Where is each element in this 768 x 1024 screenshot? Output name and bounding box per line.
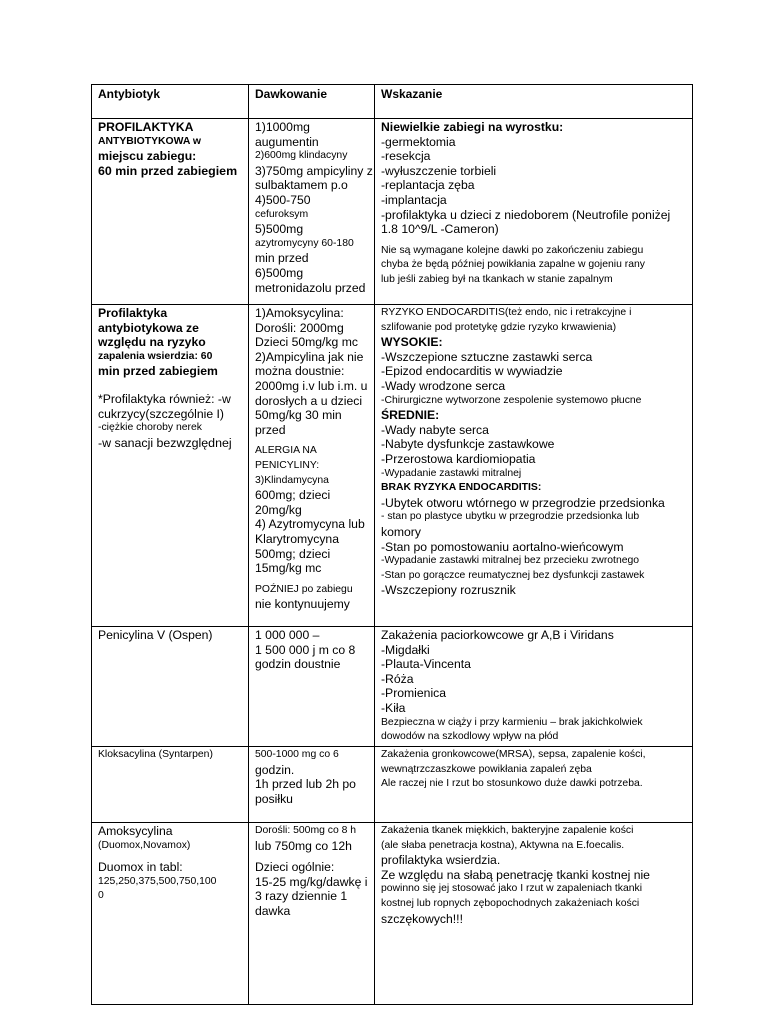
- cell-text-line: 20mg/kg: [255, 502, 302, 517]
- cell-text-line: WYSOKIE:: [381, 335, 443, 350]
- cell-text-line: PROFILAKTYKA: [98, 120, 194, 134]
- cell-text-line: Nie są wymagane kolejne dawki po zakończeniu zabiegu: [381, 244, 644, 256]
- cell-text-line: wewnątrzczaszkowe powikłania zapaleń zęba: [381, 763, 592, 775]
- cell-text-line: 500-1000 mg co 6: [255, 749, 339, 760]
- cell-text-line: 1 000 000 –: [255, 628, 320, 642]
- cell-text-line: azytromycyny 60-180: [255, 237, 354, 249]
- cell-text-line: Duomox in tabl:: [98, 860, 183, 875]
- cell-text-line: -Chirurgiczne wytworzone zespolenie systemowo płucne: [381, 394, 642, 406]
- cell-text-line: -wyłuszczenie torbieli: [381, 163, 497, 178]
- cell-text-line: POŹNIEJ po zabiegu: [255, 583, 353, 595]
- cell-text-line: 2000mg i.v lub i.m. u: [255, 378, 368, 393]
- cell-text-line: -Plauta-Vincenta: [381, 657, 471, 672]
- spacer: [381, 237, 687, 244]
- cell-text-line: Dorośli: 500mg co 8 h: [255, 825, 357, 836]
- cell-text-line: Kloksacylina (Syntarpen): [98, 749, 213, 760]
- cell-text-line: Niewielkie zabiegi na wyrostku:: [381, 120, 564, 134]
- cell-wskazanie: [375, 119, 693, 305]
- cell-text-line: (Duomox,Novamox): [98, 839, 191, 851]
- cell-text-line: -Róża: [381, 671, 414, 686]
- table-row: [92, 747, 693, 823]
- cell-wskazanie: [375, 747, 693, 823]
- cell-text-line: -Migdałki: [381, 642, 430, 657]
- spacer: [255, 853, 369, 860]
- cell-text-line: *Profilaktyka również: -w: [98, 391, 231, 406]
- cell-text-line: Zakażenia tkanek miękkich, bakteryjne zapalenie kości: [381, 825, 634, 836]
- cell-text-line: -Kiła: [381, 700, 406, 715]
- cell-dawkowanie: [249, 119, 375, 305]
- cell-wskazanie: [375, 823, 693, 1005]
- cell-dawkowanie: [249, 627, 375, 747]
- cell-text-line: 4) Azytromycyna lub: [255, 517, 365, 532]
- cell-text-line: 125,250,375,500,750,100: [98, 875, 217, 887]
- cell-text-line: RYZYKO ENDOCARDITIS(też endo, nic i retrakcyjne i: [381, 307, 632, 318]
- cell-text-line: ŚREDNIE:: [381, 408, 440, 423]
- cell-text-line: Zakażenia paciorkowcowe gr A,B i Viridans: [381, 628, 614, 642]
- cell-text-line: 1h przed lub 2h po: [255, 777, 356, 792]
- cell-text-line: cukrzycy(szczególnie I): [98, 406, 224, 421]
- cell-text-line: dorosłych a u dzieci: [255, 393, 363, 408]
- cell-text-line: -resekcja: [381, 149, 431, 164]
- antibiotics-table: [91, 84, 693, 1005]
- cell-text-line: -Epizod endocarditis w wywiadzie: [381, 364, 563, 379]
- cell-text-line: Penicylina V (Ospen): [98, 628, 213, 642]
- cell-text-line: 50mg/kg 30 min: [255, 408, 342, 423]
- cell-text-line: metronidazolu przed: [255, 280, 366, 295]
- table-row: [92, 627, 693, 747]
- cell-text-line: 15mg/kg mc: [255, 561, 322, 576]
- cell-text-line: 15-25 mg/kg/dawkę i: [255, 874, 368, 889]
- cell-text-line: -Wypadanie zastawki mitralnej bez przecieku zwrotnego: [381, 555, 640, 567]
- cell-text-line: kostnej lub ropnych zębopochodnych zakażeniach kości: [381, 897, 640, 909]
- cell-text-line: Ale raczej nie I rzut bo stosunkowo duże dawki potrzeba.: [381, 778, 643, 790]
- cell-text-line: -Wypadanie zastawki mitralnej: [381, 467, 522, 479]
- cell-text-line: Dzieci ogólnie:: [255, 860, 335, 875]
- cell-text-line: nie kontynuujemy: [255, 597, 350, 612]
- cell-antybiotyk: [92, 119, 249, 305]
- cell-dawkowanie: [249, 305, 375, 627]
- spacer: [255, 437, 369, 444]
- cell-text-line: antybiotykowa ze: [98, 320, 199, 335]
- cell-text-line: godzin.: [255, 762, 295, 777]
- header-row: [92, 85, 693, 119]
- cell-text-line: 1.8 10^9/L -Cameron): [381, 222, 499, 237]
- cell-dawkowanie: [249, 823, 375, 1005]
- cell-text-line: -Nabyte dysfunkcje zastawkowe: [381, 437, 555, 452]
- spacer: [98, 853, 243, 860]
- cell-antybiotyk: [92, 747, 249, 823]
- cell-text-line: lub 750mg co 12h: [255, 838, 352, 853]
- header-wskazanie: Wskazanie: [375, 85, 693, 119]
- cell-text-line: profilaktyka wsierdzia.: [381, 853, 501, 868]
- cell-text-line: zapalenia wsierdzia: 60: [98, 350, 213, 362]
- cell-text-line: ALERGIA NA: [255, 445, 317, 457]
- cell-text-line: -profilaktyka u dzieci z niedoborem (Neutrofile poniżej: [381, 207, 671, 222]
- cell-text-line: chyba że będą później powikłania zapalne w gojeniu rany: [381, 259, 645, 271]
- cell-text-line: augumentin: [255, 134, 319, 149]
- cell-text-line: 500mg; dzieci: [255, 546, 331, 561]
- cell-text-line: -Wady wrodzone serca: [381, 378, 506, 393]
- cell-text-line: 600mg; dzieci: [255, 488, 331, 503]
- cell-text-line: min przed zabiegiem: [98, 364, 218, 379]
- cell-text-line: -implantacja: [381, 192, 447, 207]
- cell-text-line: dawka: [255, 903, 291, 918]
- cell-text-line: -w sanacji bezwzględnej: [98, 435, 232, 450]
- cell-text-line: szczękowych!!!: [381, 911, 463, 926]
- cell-text-line: -Stan po gorączce reumatycznej bez dysfunkcji zastawek: [381, 569, 645, 581]
- cell-text-line: Dorośli: 2000mg: [255, 320, 344, 335]
- spacer: [98, 379, 243, 392]
- cell-text-line: dowodów na szkodlowy wpływ na płód: [381, 731, 559, 743]
- cell-text-line: -Promienica: [381, 686, 447, 701]
- cell-text-line: 2)600mg klindacyny: [255, 150, 348, 162]
- cell-text-line: Bezpieczna w ciąży i przy karmieniu – brak jakichkolwiek: [381, 716, 643, 728]
- spacer: [255, 576, 369, 583]
- cell-text-line: -germektomia: [381, 134, 456, 149]
- cell-text-line: posiłku: [255, 791, 293, 806]
- cell-text-line: 6)500mg: [255, 265, 304, 280]
- cell-text-line: 5)500mg: [255, 222, 304, 237]
- cell-wskazanie: [375, 305, 693, 627]
- cell-text-line: Klarytromycyna: [255, 531, 339, 546]
- cell-text-line: Ze względu na słabą penetrację tkanki kostnej nie: [381, 867, 650, 882]
- cell-text-line: ANTYBIOTYKOWA w: [98, 135, 201, 147]
- header-dawkowanie: Dawkowanie: [249, 85, 375, 119]
- cell-antybiotyk: [92, 823, 249, 1005]
- cell-antybiotyk: [92, 305, 249, 627]
- cell-text-line: BRAK RYZYKA ENDOCARDITIS:: [381, 482, 542, 494]
- cell-text-line: Zakażenia gronkowcowe(MRSA), sepsa, zapalenie kości,: [381, 749, 646, 760]
- table-row: [92, 823, 693, 1005]
- cell-text-line: cefuroksym: [255, 208, 309, 220]
- cell-text-line: 1 500 000 j m co 8: [255, 642, 356, 657]
- cell-text-line: szlifowanie pod protetykę gdzie ryzyko krwawienia): [381, 321, 617, 333]
- cell-text-line: -Wady nabyte serca: [381, 422, 489, 437]
- cell-text-line: 60 min przed zabiegiem: [98, 163, 238, 178]
- cell-antybiotyk: [92, 627, 249, 747]
- cell-text-line: -Stan po pomostowaniu aortalno-wieńcowym: [381, 539, 624, 554]
- cell-text-line: przed: [255, 422, 286, 437]
- cell-text-line: PENICYLINY:: [255, 459, 320, 471]
- cell-text-line: -Wszczepiony rozrusznik: [381, 583, 516, 598]
- cell-text-line: -ciężkie choroby nerek: [98, 422, 202, 434]
- cell-text-line: względu na ryzyko: [98, 335, 206, 350]
- cell-text-line: -Wszczepione sztuczne zastawki serca: [381, 349, 593, 364]
- cell-text-line: (ale słaba penetracja kostna), Aktywna na E.foecalis.: [381, 839, 625, 851]
- table-row: [92, 305, 693, 627]
- cell-wskazanie: [375, 627, 693, 747]
- cell-text-line: 3 razy dziennie 1: [255, 889, 348, 904]
- cell-text-line: powinno się jej stosować jako I rzut w zapaleniach tkanki: [381, 883, 643, 895]
- cell-text-line: godzin doustnie: [255, 657, 341, 672]
- cell-text-line: sulbaktamem p.o: [255, 178, 348, 193]
- cell-text-line: 4)500-750: [255, 192, 311, 207]
- cell-text-line: -Ubytek otworu wtórnego w przegrodzie przedsionka: [381, 495, 665, 510]
- cell-text-line: 3)Klindamycyna: [255, 474, 329, 486]
- cell-text-line: -Przerostowa kardiomiopatia: [381, 451, 536, 466]
- cell-text-line: Dzieci 50mg/kg mc: [255, 335, 358, 350]
- cell-dawkowanie: [249, 747, 375, 823]
- cell-text-line: Amoksycylina: [98, 824, 173, 838]
- cell-text-line: 2)Ampicylina jak nie: [255, 349, 364, 364]
- cell-text-line: można doustnie:: [255, 364, 345, 379]
- cell-text-line: 3)750mg ampicyliny z: [255, 163, 373, 178]
- cell-text-line: -replantacja zęba: [381, 178, 475, 193]
- cell-text-line: min przed: [255, 251, 309, 266]
- cell-text-line: 1)Amoksycylina:: [255, 306, 344, 320]
- cell-text-line: - stan po plastyce ubytku w przegrodzie przedsionka lub: [381, 511, 640, 523]
- header-antybiotyk: Antybiotyk: [92, 85, 249, 119]
- cell-text-line: Profilaktyka: [98, 306, 168, 320]
- cell-text-line: miejscu zabiegu:: [98, 149, 197, 164]
- cell-text-line: lub jeśli zabieg był na tkankach w stanie zapalnym: [381, 273, 613, 285]
- table-row: [92, 119, 693, 305]
- cell-text-line: 1)1000mg: [255, 120, 310, 134]
- cell-text-line: komory: [381, 524, 421, 539]
- cell-text-line: 0: [98, 890, 104, 902]
